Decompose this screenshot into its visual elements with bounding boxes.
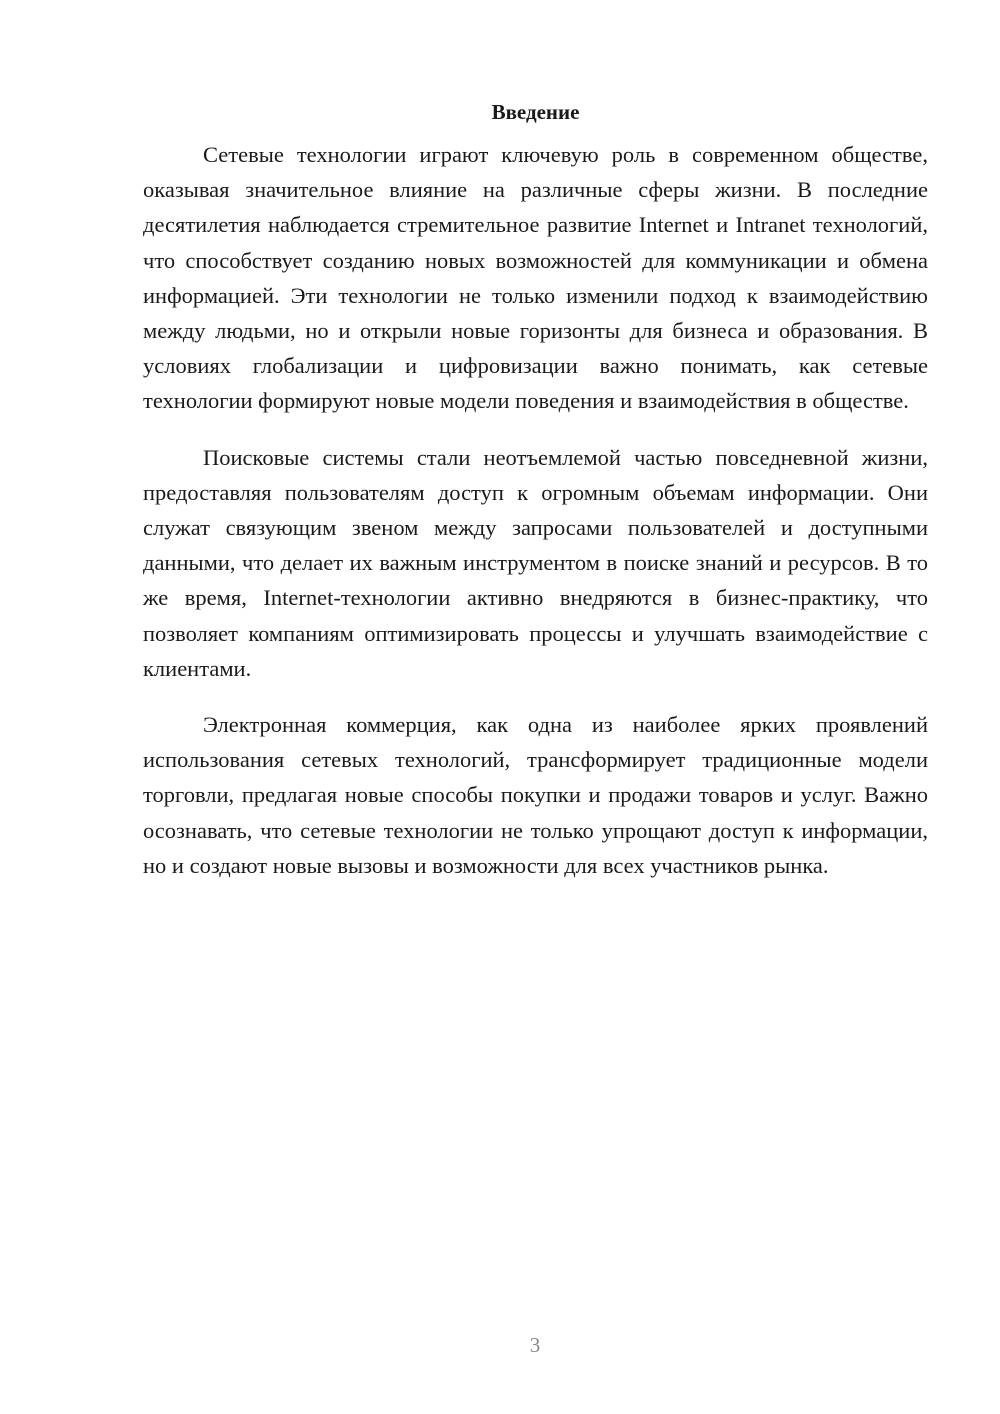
paragraph-search-engines: Поисковые системы стали неотъемлемой частью повседневной жизни, предоставляя пользователям доступ к огромным объемам информации. Они служат связующим звеном между запросами пользователей и доступными данными, что делает их важным инструментом в поиске знаний и ресурсов. В то же время, Internet-технологии активно внедряются в бизнес-практику, что позволяет компаниям оптимизировать процессы и улучшать взаимодействие с клиентами. bbox=[143, 444, 928, 681]
paragraph-ecommerce: Электронная коммерция, как одна из наиболее ярких проявлений использования сетевых технологий, трансформирует традиционные модели торговли, предлагая новые способы покупки и продажи товаров и услуг. Важно осознавать, что сетевые технологии не только упрощают доступ к информации, но и создают новые вызовы и возможности для всех участников рынка. bbox=[143, 712, 928, 878]
document-page bbox=[143, 97, 928, 883]
page-number: 3 bbox=[529, 1333, 541, 1357]
paragraph-intro: Сетевые технологии играют ключевую роль в современном обществе, оказывая значительное влияние на различные сферы жизни. В последние десятилетия наблюдается стремительное развитие Internet и Intranet технологий, что способствует созданию новых возможностей для коммуникации и обмена информацией. Эти технологии не только изменили подход к взаимодействию между людьми, но и открыли новые горизонты для бизнеса и образования. В условиях глобализации и цифровизации важно понимать, как сетевые технологии формируют новые модели поведения и взаимодействия в обществе. bbox=[143, 142, 928, 414]
section-heading: Введение bbox=[491, 100, 580, 124]
